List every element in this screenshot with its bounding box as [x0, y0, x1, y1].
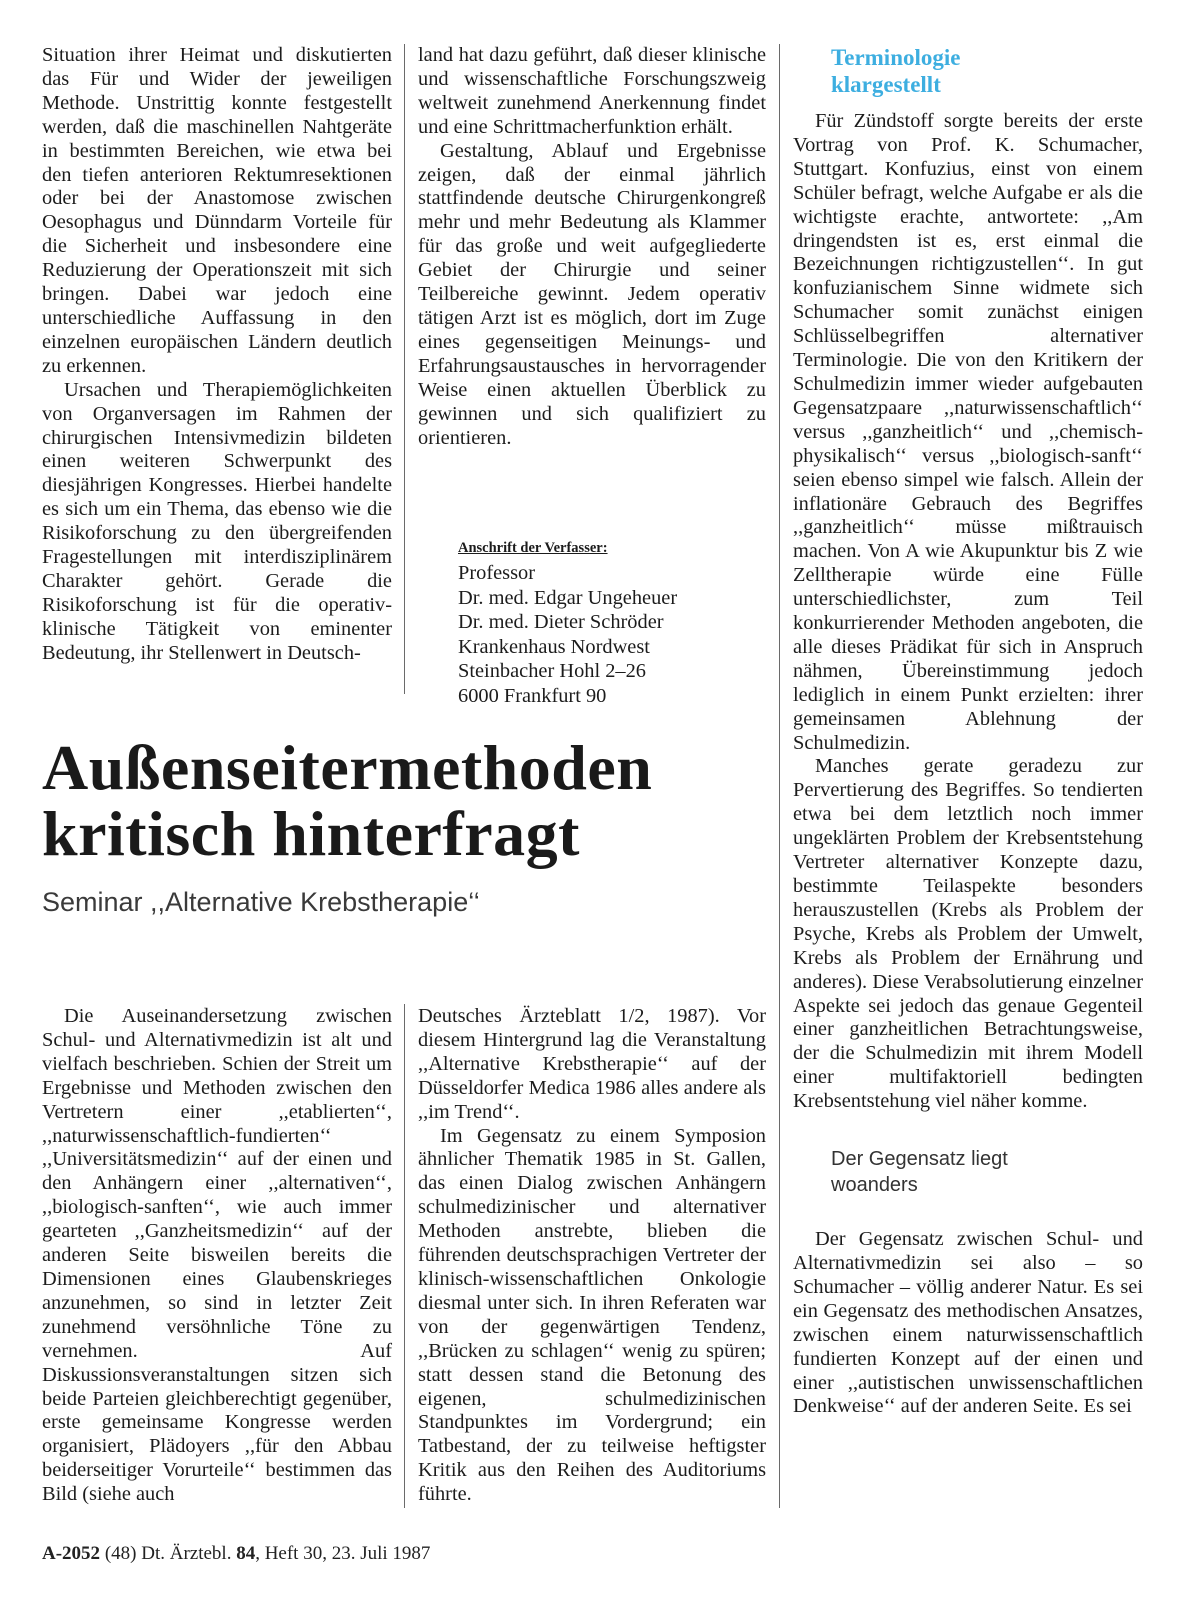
headline-line-2: kritisch hinterfragt	[42, 798, 580, 869]
paragraph: Ursachen und Therapiemöglichkeiten von Organversagen im Rahmen der chirurgischen Intensivmedizin bildeten einen weiteren Schwerpunkt des diesjährigen Kongresses. Hierbei handelte es sich um ein Thema, das ebenso wie die Risikoforschung zu den übergreifenden Fragestellungen mit interdisziplinärem Charakter gehört. Gerade die Risikoforschung ist für die operativ-klinische Tätigkeit von eminenter Bedeutung, ihr Stellenwert in Deutsch-	[42, 378, 392, 664]
issue-info: , Heft 30, 23. Juli 1987	[255, 1543, 431, 1564]
paragraph: Manches gerate geradezu zur Pervertierung des Begriffes. So tendierten etwa bei dem letztlich noch immer ungeklärten Problem der Krebsentstehung Vertreter alternativer Konzepte dazu, bestimmte Teilaspekte besonders herauszustellen (Krebs als Problem der Psyche, Krebs als Problem der Umwelt, Krebs als Problem der Ernährung und anderes). Diese Verabsolutierung einzelner Aspekte sei jedoch das genaue Gegenteil einer ganzheitlichen Betrachtungsweise, der die Schulmedizin mit ihrem Modell einer multifaktoriell bedingten Krebsentstehung viel näher komme.	[793, 755, 1143, 1113]
column-rule	[404, 44, 405, 694]
address-line: 6000 Frankfurt 90	[458, 684, 607, 707]
previous-article-column-1	[42, 44, 392, 666]
paragraph: Situation ihrer Heimat und diskutierten das Für und Wider der jeweiligen Methode. Unstrittig konnte festgestellt werden, daß die maschinellen Nahtgeräte in bestimmten Bereichen, wie etwa bei den tiefen anterioren Rektumresektionen oder bei der Anastomose zwischen Oesophagus und Dünndarm Vorteile für die Sicherheit und insbesondere eine Reduzierung der Operationszeit mit sich bringen. Dabei war jedoch eine unterschiedliche Auffassung in den einzelnen europäischen Ländern deutlich zu erkennen.	[42, 44, 392, 377]
article-column-2	[418, 1005, 766, 1507]
headline-line-1: Außenseitermethoden	[42, 732, 653, 803]
volume-number: 84	[236, 1543, 256, 1564]
paragraph: Die Auseinandersetzung zwischen Schul- und Alternativmedizin ist alt und vielfach beschrieben. Schien der Streit um Ergebnisse und Methoden zwischen den Vertretern einer ,,etablierten‘‘, ,,naturwissenschaftlich-fundierten‘‘ ,,Universitätsmedizin‘‘ auf der einen und den Anhängern einer ,,alternativen‘‘, ,,biologisch-sanften‘‘, wie auch immer gearteten ,,Ganzheitsmedizin‘‘ auf der anderen Seite bisweilen bereits die Dimensionen eines Glaubenskrieges anzunehmen, so sind in letzter Zeit zunehmend versöhnliche Töne zu vernehmen. Auf Diskussionsveranstaltungen sitzen sich beide Parteien gleichberechtigt gegenüber, erste gemeinsame Kongresse werden organisiert, Plädoyers ,,für den Abbau beiderseitiger Vorurteile‘‘ bestimmen das Bild (siehe auch	[42, 1005, 392, 1506]
page-footer	[42, 1543, 642, 1565]
address-line: Dr. med. Edgar Ungeheuer	[458, 586, 678, 609]
address-line: Steinbacher Hohl 2–26	[458, 660, 647, 682]
column-rule	[404, 1004, 405, 1508]
article-subtitle: Seminar ,,Alternative Krebstherapie‘‘	[42, 887, 480, 917]
subsection-heading	[831, 1146, 1143, 1198]
subsection-heading-line: woanders	[831, 1174, 918, 1197]
article-column-3	[793, 44, 1143, 1419]
author-address	[458, 540, 758, 708]
article-column-1	[42, 1005, 392, 1507]
journal-name: Dt. Ärztebl.	[141, 1543, 232, 1564]
paragraph: Für Zündstoff sorgte bereits der erste Vortrag von Prof. K. Schumacher, Stuttgart. Konfuzius, einst von einem Schüler befragt, welche Aufgabe er als die wichtigste erachte, antwortete: ,,Am dringendsten ist es, erst einmal die Bezeichnungen richtigzustellen‘‘. In gut konfuzianischem Sinne widmete sich Schumacher somit zunächst einigen Schlüsselbegriffen alternativer Terminologie. Die von den Kritikern der Schulmedizin immer wieder aufgebauten Gegensatzpaare ,,naturwissenschaftlich‘‘ versus ,,ganzheitlich‘‘ und ,,chemisch-physikalisch‘‘ versus ,,biologisch-sanft‘‘ seien ebenso simpel wie falsch. Allein der inflationäre Gebrauch des Begriffes ,,ganzheitlich‘‘ müsse mißtrauisch machen. Von A wie Akupunktur bis Z wie Zelltherapie würde eine Fülle unterschiedlichster, zum Teil konkurrierender Methoden angeboten, die alle dieses Prädikat für sich in Anspruch nähmen, Übereinstimmung jedoch lediglich in einem Punkt erzielten: ihrer gemeinsamen Ablehnung der Schulmedizin.	[793, 110, 1143, 754]
address-label: Anschrift der Verfasser:	[458, 540, 608, 556]
address-line: Dr. med. Dieter Schröder	[458, 611, 664, 633]
previous-article-column-2	[418, 44, 766, 450]
page-number: A-2052	[42, 1543, 101, 1564]
page-number-alt: (48)	[104, 1543, 137, 1564]
subsection-heading-line: Der Gegensatz liegt	[831, 1148, 1008, 1171]
address-line: Professor	[458, 562, 536, 584]
column-rule	[779, 44, 780, 1508]
section-heading-line: Terminologie	[831, 45, 961, 70]
paragraph: Gestaltung, Ablauf und Ergebnisse zeigen, daß der einmal jährlich stattfindende deutsche Chirurgenkongreß mehr und mehr Bedeutung als Klammer für das große und weit aufgegliederte Gebiet der Chirurgie und seiner Teilbereiche gewinnt. Jedem operativ tätigen Arzt ist es möglich, dort im Zuge eines gegenseitigen Meinungs- und Erfahrungsaustausches in hervorragender Weise einen aktuellen Überblick zu gewinnen und sich qualifiziert zu orientieren.	[418, 139, 766, 449]
section-heading-line: klargestellt	[831, 72, 941, 97]
paragraph: Im Gegensatz zu einem Symposion ähnlicher Thematik 1985 in St. Gallen, das einen Dialog zwischen Anhängern schulmedizinischer und alternativer Methoden anstrebte, blieben die führenden deutschsprachigen Vertreter der klinisch-wissenschaftlichen Onkologie diesmal unter sich. In ihren Referaten war von der gegenwärtigen Tendenz, ,,Brücken zu schlagen‘‘ wenig zu spüren; statt dessen stand die Betonung des eigenen, schulmedizinischen Standpunktes im Vordergrund; ein Tatbestand, der zu teilweise heftigster Kritik aus den Reihen des Auditoriums führte.	[418, 1124, 766, 1506]
article-headline	[42, 732, 772, 869]
paragraph: Deutsches Ärzteblatt 1/2, 1987). Vor diesem Hintergrund lag die Veranstaltung ,,Alternative Krebstherapie‘‘ auf der Düsseldorfer Medica 1986 alles andere als ,,im Trend‘‘.	[418, 1005, 766, 1123]
section-heading	[831, 44, 1143, 98]
paragraph: Der Gegensatz zwischen Schul- und Alternativmedizin sei also – so Schumacher – völlig anderer Natur. Es sei ein Gegensatz des methodischen Ansatzes, zwischen einem naturwissenschaftlich fundierten Konzept auf der einen und einer ,,autistischen unwissenschaftlichen Denkweise‘‘ auf der anderen Seite. Es sei	[793, 1228, 1143, 1418]
paragraph: land hat dazu geführt, daß dieser klinische und wissenschaftliche Forschungszweig weltweit zunehmend Anerkennung findet und eine Schrittmacherfunktion erhält.	[418, 44, 766, 138]
address-line: Krankenhaus Nordwest	[458, 635, 650, 658]
